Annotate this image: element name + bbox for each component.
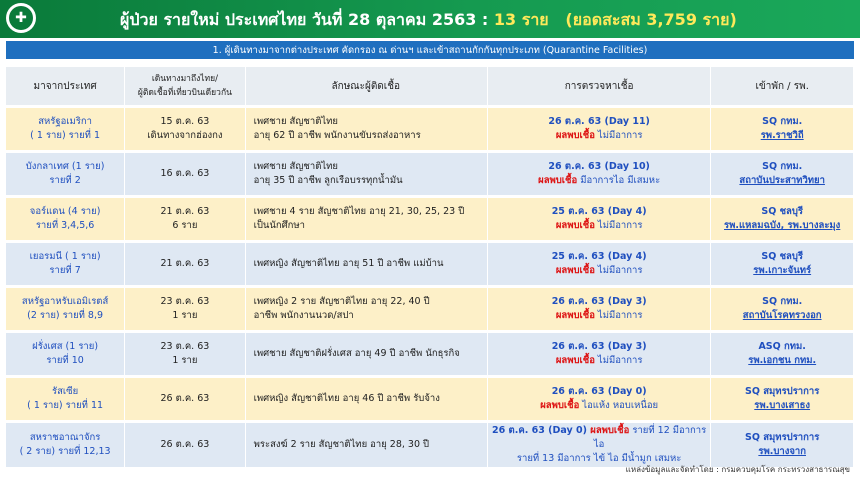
arrival-date: 21 ต.ค. 63 — [160, 206, 210, 217]
test-symptom: ไม่มีอาการ — [594, 310, 643, 321]
cell-description — [246, 108, 488, 150]
test-result: ผลพบเชื้อ — [555, 130, 595, 141]
test-result: ผลพบเชื้อ — [555, 310, 595, 321]
cell-country — [6, 153, 125, 195]
facility-name: ASQ กทม. — [758, 341, 806, 352]
hospital-name: รพ.แหลมฉบัง, รพ.บางละมุง — [724, 220, 841, 231]
case-numbers: รายที่ 10 — [46, 355, 84, 366]
facility-name: SQ ชลบุรี — [761, 206, 803, 217]
test-date: 25 ต.ค. 63 (Day 4) — [551, 206, 647, 217]
arrival-date: 16 ต.ค. 63 — [160, 168, 210, 179]
col-header-country: มาจากประเทศ — [6, 67, 125, 105]
facility-name: SQ กทม. — [762, 161, 803, 172]
arrival-date: 23 ต.ค. 63 — [160, 296, 210, 307]
arrival-note: 1 ราย — [172, 310, 198, 321]
desc-line-1: เพศหญิง สัญชาติไทย อายุ 46 ปี อาชีพ รับจ้าง — [253, 393, 440, 404]
arrival-date: 21 ต.ค. 63 — [160, 258, 210, 269]
arrival-date: 26 ต.ค. 63 — [160, 393, 210, 404]
cell-description — [246, 378, 488, 420]
table-row — [6, 378, 854, 420]
cell-test — [488, 333, 711, 375]
case-numbers: ( 1 ราย) รายที่ 1 — [30, 130, 101, 141]
case-numbers: รายที่ 2 — [49, 175, 81, 186]
facility-name: SQ สมุทรปราการ — [745, 386, 820, 397]
test-result: ผลพบเชื้อ — [540, 400, 580, 411]
facility-name: SQ กทม. — [762, 116, 803, 127]
hospital-name: รพ.เอกชน กทม. — [748, 355, 817, 366]
page-title: ผู้ป่วย รายใหม่ ประเทศไทย วันที่ 28 ตุลาคม 2563 : 13 ราย (ยอดสะสม 3,759 ราย) — [120, 10, 737, 29]
cases-table — [6, 64, 854, 470]
col-header-arrival-text: เดินทางมาถึงไทย/ ผู้ติดเชื้อที่เที่ยวบินเดียวกัน — [137, 74, 232, 98]
table-row — [6, 153, 854, 195]
test-result: ผลพบเชื้อ — [590, 425, 630, 436]
test-result: ผลพบเชื้อ — [555, 355, 595, 366]
desc-line-1: เพศชาย 4 ราย สัญชาติไทย อายุ 21, 30, 25, 23 ปี — [253, 206, 465, 217]
case-numbers: (2 ราย) รายที่ 8,9 — [27, 310, 104, 321]
test-symptom: ไม่มีอาการ — [594, 265, 643, 276]
desc-line-2: เป็นนักศึกษา — [253, 220, 306, 231]
cell-test — [488, 288, 711, 330]
cell-description — [246, 333, 488, 375]
hospital-name: สถาบันประสาทวิทยา — [739, 175, 825, 186]
hospital-name: รพ.เกาะจันทร์ — [753, 265, 812, 276]
desc-line-1: เพศชาย สัญชาติฝรั่งเศส อายุ 49 ปี อาชีพ นักธุรกิจ — [253, 348, 460, 359]
cell-facility — [711, 108, 854, 150]
ministry-logo-icon: ✚ — [6, 3, 36, 33]
cell-arrival — [125, 153, 245, 195]
test-symptom: ไอแห้ง หอบเหนื่อย — [579, 400, 659, 411]
desc-line-1: เพศชาย สัญชาติไทย — [253, 116, 338, 127]
test-date: 26 ต.ค. 63 (Day 11) — [548, 116, 650, 127]
col-header-arrival — [125, 67, 245, 105]
arrival-note: เดินทางจากฮ่องกง — [147, 130, 223, 141]
cell-facility — [711, 288, 854, 330]
arrival-note: 6 ราย — [172, 220, 198, 231]
cell-facility — [711, 243, 854, 285]
cell-facility — [711, 423, 854, 467]
cell-facility — [711, 198, 854, 240]
cell-facility — [711, 378, 854, 420]
hospital-name: รพ.ราชวิถี — [760, 130, 804, 141]
table-row — [6, 198, 854, 240]
col-header-facility: เข้าพัก / รพ. — [711, 67, 854, 105]
case-numbers: ( 2 ราย) รายที่ 12,13 — [19, 446, 111, 457]
country-name: รัสเซีย — [52, 386, 79, 397]
cell-arrival — [125, 288, 245, 330]
arrival-note: 1 ราย — [172, 355, 198, 366]
desc-line-1: เพศชาย สัญชาติไทย — [253, 161, 338, 172]
cell-description — [246, 423, 488, 467]
cell-facility — [711, 153, 854, 195]
cell-description — [246, 243, 488, 285]
cell-country — [6, 333, 125, 375]
cell-country — [6, 108, 125, 150]
cell-arrival — [125, 333, 245, 375]
cell-test — [488, 198, 711, 240]
test-symptom-2: รายที่ 13 มีอาการ ไข้ ไอ มีน้ำมูก เสมหะ — [516, 453, 682, 464]
col-header-description: ลักษณะผู้ติดเชื้อ — [246, 67, 488, 105]
cell-arrival — [125, 198, 245, 240]
test-date: 26 ต.ค. 63 (Day 10) — [548, 161, 650, 172]
case-numbers: ( 1 ราย) รายที่ 11 — [27, 400, 104, 411]
country-name: สหรัฐอเมริกา — [38, 116, 92, 127]
source-footer: แหล่งข้อมูลและจัดทำโดย : กรมควบคุมโรค กระทรวงสาธารณสุข — [625, 465, 850, 474]
desc-line-1: เพศหญิง สัญชาติไทย อายุ 51 ปี อาชีพ แม่บ้าน — [253, 258, 444, 269]
cell-arrival — [125, 423, 245, 467]
table-row — [6, 333, 854, 375]
test-symptom: ไม่มีอาการ — [594, 355, 643, 366]
cell-country — [6, 423, 125, 467]
table-row — [6, 423, 854, 467]
country-name: จอร์แดน (4 ราย) — [29, 206, 101, 217]
cell-arrival — [125, 108, 245, 150]
hospital-name: สถาบันโรคทรวงอก — [742, 310, 822, 321]
case-numbers: รายที่ 7 — [49, 265, 81, 276]
cell-facility — [711, 333, 854, 375]
facility-name: SQ สมุทรปราการ — [745, 432, 820, 443]
cell-test — [488, 243, 711, 285]
cell-arrival — [125, 243, 245, 285]
country-name: บังกลาเทศ (1 ราย) — [25, 161, 105, 172]
test-symptom: ไม่มีอาการ — [594, 130, 643, 141]
country-name: ฝรั่งเศส (1 ราย) — [32, 341, 99, 352]
cell-country — [6, 288, 125, 330]
cell-test — [488, 423, 711, 467]
desc-line-1: เพศหญิง 2 ราย สัญชาติไทย อายุ 22, 40 ปี — [253, 296, 430, 307]
table-row — [6, 243, 854, 285]
arrival-date: 23 ต.ค. 63 — [160, 341, 210, 352]
test-date: 26 ต.ค. 63 (Day 3) — [551, 341, 647, 352]
cell-description — [246, 198, 488, 240]
arrival-date: 26 ต.ค. 63 — [160, 439, 210, 450]
arrival-date: 15 ต.ค. 63 — [160, 116, 210, 127]
cell-test — [488, 153, 711, 195]
cell-arrival — [125, 378, 245, 420]
test-symptom: รายที่ 12 มีอาการ ไอ — [593, 425, 707, 450]
test-date: 26 ต.ค. 63 (Day 0) — [492, 425, 591, 436]
test-symptom: ไม่มีอาการ — [594, 220, 643, 231]
test-date: 26 ต.ค. 63 (Day 0) — [551, 386, 647, 397]
table-row — [6, 288, 854, 330]
hospital-name: รพ.บางเสาธง — [754, 400, 811, 411]
test-date: 26 ต.ค. 63 (Day 3) — [551, 296, 647, 307]
test-symptom: มีอาการไอ มีเสมหะ — [577, 175, 661, 186]
cell-test — [488, 108, 711, 150]
header-bar — [0, 0, 860, 38]
desc-line-2: อายุ 35 ปี อาชีพ ลูกเรือบรรทุกน้ำมัน — [253, 175, 403, 186]
desc-line-1: พระสงฆ์ 2 ราย สัญชาติไทย อายุ 28, 30 ปี — [253, 439, 430, 450]
facility-name: SQ ชลบุรี — [761, 251, 803, 262]
cell-country — [6, 243, 125, 285]
desc-line-2: อายุ 62 ปี อาชีพ พนักงานขับรถส่งอาหาร — [253, 130, 421, 141]
table-row — [6, 108, 854, 150]
hospital-name: รพ.บางจาก — [758, 446, 806, 457]
test-date: 25 ต.ค. 63 (Day 4) — [551, 251, 647, 262]
country-name: สหรัฐอาหรับเอมิเรตส์ — [21, 296, 109, 307]
test-result: ผลพบเชื้อ — [538, 175, 578, 186]
col-header-test: การตรวจหาเชื้อ — [488, 67, 711, 105]
cell-description — [246, 153, 488, 195]
country-name: เยอรมนี ( 1 ราย) — [29, 251, 101, 262]
cell-country — [6, 198, 125, 240]
desc-line-2: อาชีพ พนักงานนวด/สปา — [253, 310, 354, 321]
cell-test — [488, 378, 711, 420]
case-numbers: รายที่ 3,4,5,6 — [35, 220, 95, 231]
facility-name: SQ กทม. — [762, 296, 803, 307]
country-name: สหราชอาณาจักร — [29, 432, 101, 443]
cell-description — [246, 288, 488, 330]
test-result: ผลพบเชื้อ — [555, 265, 595, 276]
test-result: ผลพบเชื้อ — [555, 220, 595, 231]
section-subheader: 1. ผู้เดินทางมาจากต่างประเทศ คัดกรอง ณ ด่านฯ และเข้าสถานกักกันทุกประเภท (Quarantine Facilities) — [6, 41, 854, 59]
cell-country — [6, 378, 125, 420]
